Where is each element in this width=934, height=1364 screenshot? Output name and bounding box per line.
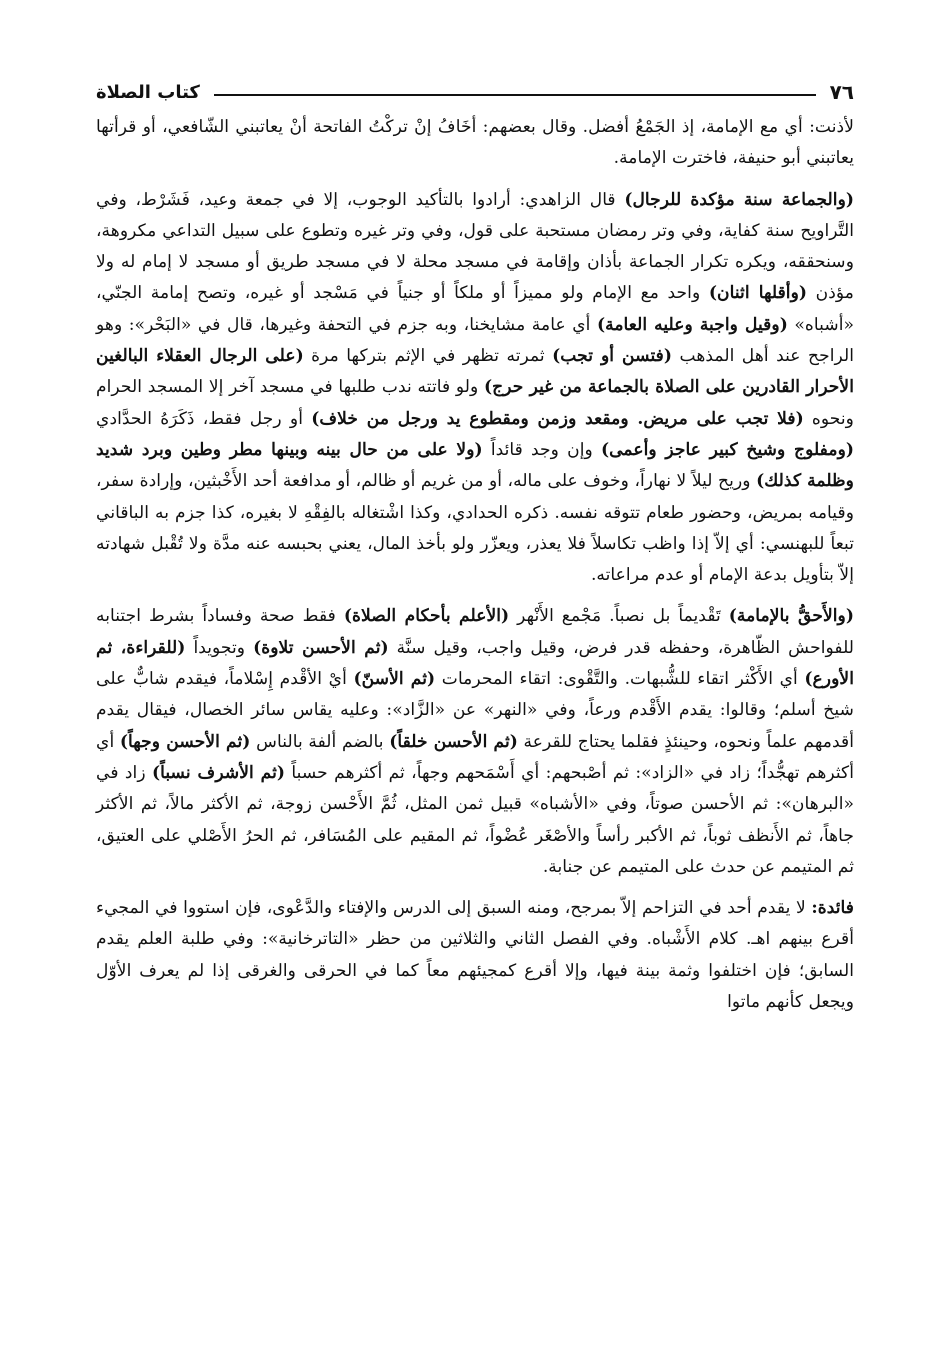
bold-matn-text: (ثم الأشرف نسباً) [151,762,286,783]
page-number: ٧٦ [829,80,854,104]
commentary-text: أيْ الأقْدم إِسْلاماً، فيقدم شابٌّ على شيخ أسلم؛ وقالوا: يقدم الأَقْدم ورعاً، وفي «النهر» عن «الزَّاد»: وعليه يقاس سائر الخصال، فيقال يقدم أقدمهم علماً ونحوه، وحينئذٍ فقلما يحتاج للقرعة [96,669,854,752]
commentary-text: وريح ليلاً لا نهاراً، وخوف على ماله، أو من غريم أو ظالم، أو مدافعة أحد الأَخْبثين، وإرادة سفر، وقيامه بمريض، وحضور طعام تتوقه نفسه. ذكره الحدادي، وكذا اشْتغاله بالفِقْهِ لا بغيره، كذا جزم به الباقاني تبعاً للبهنسي: أي إلاّ إذا واظب تكاسلاً فلا يعذر، ويعزّر ولو بأخذ المال، يعني بحبسه عنه مدَّة ولا تُقْبل شهادته إلاّ بتأويل بدعة الإمام أو عدم مراعاته. [96,471,854,586]
book-title: كتاب الصلاة [96,81,200,103]
page-header [96,72,854,112]
commentary-text: ثمرته تظهر في الإثم بتركها مرة [303,346,553,367]
paragraph [96,893,854,1018]
bold-matn-text: (للقراءة، ثم الأورع) [96,637,854,690]
commentary-text: بالضم ألفة بالناس [250,731,390,752]
bold-matn-text: (ثم الأحسن وجهاً) [119,731,251,752]
text-body [96,112,854,1018]
commentary-text: أو رجل فقط، ذَكَرَهُ الحدَّادي [96,408,312,429]
bold-matn-text: (والأَحقُّ بالإمامة) [728,606,854,627]
commentary-text: فقط صحة وفساداً بشرط اجتنابه للفواحش الظّاهرة، وحفظه قدر فرض، وقيل واجب، وقيل سنَّة [96,606,854,658]
bold-matn-text: (فلا تجب على مريض. ومقعد وزمن ومقطوع يد ورجل من خلاف) [311,408,804,429]
bold-matn-text: (وقيل واجبة وعليه العامة) [597,314,788,335]
bold-matn-text: (وأقلها اثنان) [708,283,808,304]
paragraph [96,112,854,175]
commentary-text: لا يقدم أحد في التزاحم إلاّ بمرجح، ومنه السبق إلى الدرس والإفتاء والدَّعْوى، فإن استووا في المجيء أقرع بينهم اهـ. كلام الأَشْباه. وفي الفصل الثاني والثلاثين من حظر «التاترخانية»: وفي طلبة العلم يقدم السابق؛ فإن اختلفوا وثمة بينة فيها، وإلا أقرع كمجيئهم معاً كما في الحرقى والغرقى إذا لم يعرف الأوّل ويجعل كأنهم ماتوا [96,898,854,1013]
commentary-text: أي الأَكْثر اتقاء للشُّبهات. والتَّقْوى: اتقاء المحرمات [435,669,805,690]
commentary-text: وتجويداً [185,637,254,658]
commentary-text: زاد في «البرهان»: ثم الأحسن صوتاً، وفي «الأشباه» قبيل ثمن المثل، ثُمَّ الأَحْسن زوجة، ثم الأكثر مالاً، ثم الأكثر جاهاً، ثم الأَنظف ثوباً، ثم الأكبر رأساً والأصْغَر عُضْواً، ثم المقيم على المُسَافر، ثم الحرُ الأَصْلي على العتيق، ثم المتيمم عن حدث على المتيمم عن جنابة. [96,762,854,877]
bold-matn-text: فائدة: [811,898,854,919]
commentary-text: أي أكثرهم تهجُّداً؛ زاد في «الزاد»: ثم أصْبحهم: أي أَسْمَحهم وجهاً، ثم أكثرهم حسباً [96,731,855,783]
bold-matn-text: (على الرجال العقلاء البالغين الأحرار القادرين على الصلاة بالجماعة من غير حرج) [96,346,854,398]
commentary-text: قال الزاهدي: أرادوا بالتأكيد الوجوب، إلا في جمعة وعيد، فَشَرْط، وفي التَّراويح سنة كفاية، وفي وتر رمضان مستحبة على قول، وفي وتر غيره وتطوع على سبيل التداعي مكروهة، وسنحققه، ويكره تكرار الجماعة بأذان وإقامة في مسجد محلة لا في مسجد طريق أو مسجد لا إمام له ولا مؤذن [96,189,854,304]
commentary-text: لأذنت: أي مع الإمامة، إذ الجَمْعُ أفضل. وقال بعضهم: أخَافُ إنْ تركْتُ الفاتحة أنْ يعاتبني الشّافعي، أو قرأتها يعاتبني أبو حنيفة، فاخترت الإمامة. [96,117,854,169]
bold-matn-text: (ثم الأسنّ) [353,669,436,690]
bold-matn-text: (ولا على من حال بينه وبينها مطر وطين وبرد شديد وظلمة كذلك) [96,439,854,492]
header-rule [214,94,816,96]
commentary-text: ولو فاتته ندب طلبها في مسجد آخر إلا المسجد الحرام ونحوه [96,377,854,429]
commentary-text: تَقْديماً بل نصباً. مَجْمع الأَنْهر [509,606,729,627]
bold-matn-text: (فتسن أو تجب) [552,346,672,367]
bold-matn-text: (ثم الأحسن خلقاً) [389,731,518,752]
bold-matn-text: (الأعلم بأحكام الصلاة) [343,606,510,627]
paragraph [96,185,854,592]
commentary-text: وإن وجد قائداً [482,439,601,460]
commentary-text: أي عامة مشايخنا، وبه جزم في التحفة وغيرها، قال في «البَحْر»: وهو الراجح عند أهل المذهب [96,314,854,367]
bold-matn-text: (ومفلوج وشيخ كبير عاجز وأعمى) [600,439,855,460]
bold-matn-text: (ثم الأحسن تلاوة) [253,637,389,658]
paragraph [96,601,854,883]
book-page [96,72,854,1354]
commentary-text: واحد مع الإمام ولو مميزاً أو ملكاً أو جنياً في مَسْجد أو غيره، وتصح إمامة الجنّي، «أشباه» [96,283,855,335]
bold-matn-text: (والجماعة سنة مؤكدة للرجال) [624,189,855,210]
